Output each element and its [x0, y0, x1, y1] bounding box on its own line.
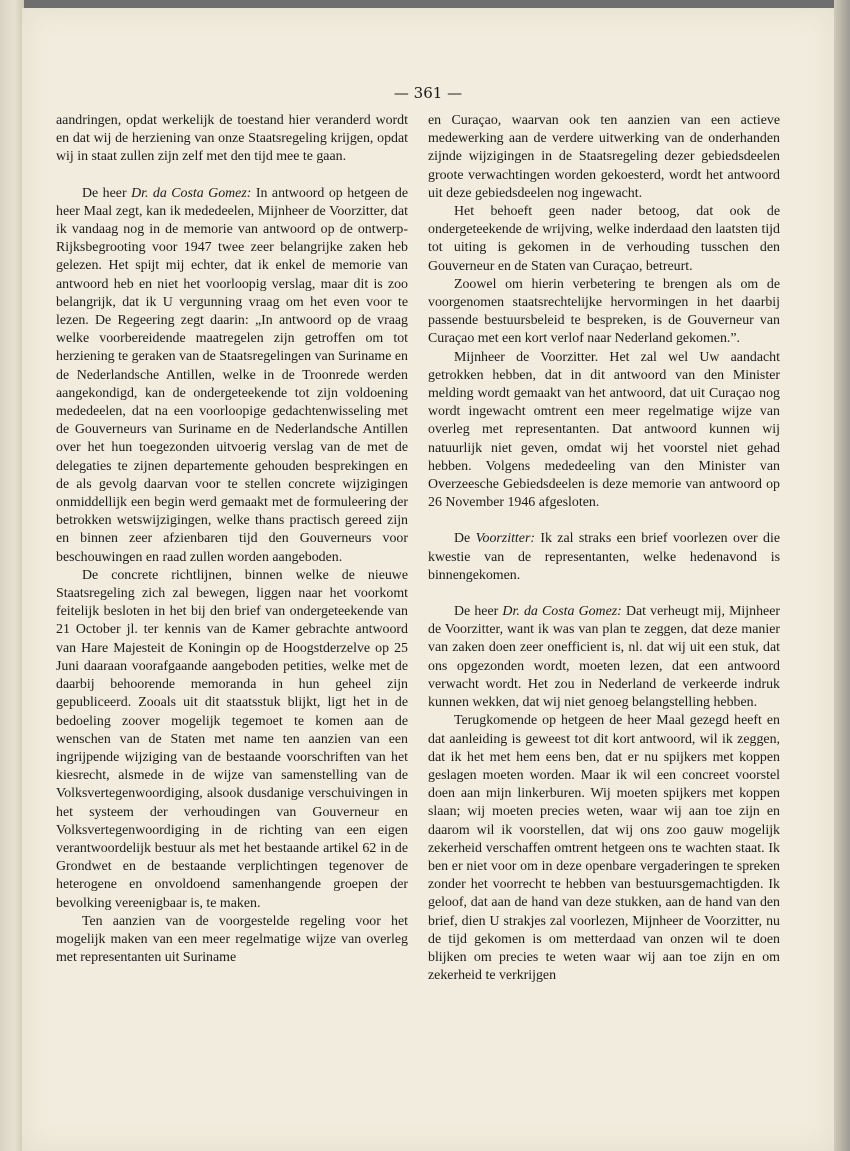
right-column	[428, 112, 780, 985]
paragraph: Het behoeft geen nader betoog, dat ook de ondergeteekende de wrijving, welke inderdaad den laatsten tijd tot uiting is gekomen in de verhouding tusschen den Gouverneur en de Staten van Curaçao, betreurt.	[428, 204, 780, 274]
paragraph: aandringen, opdat werkelijk de toestand hier veranderd wordt en dat wij de herziening van onze Staatsregeling krijgen, opdat wij in staat zullen zijn zelf met den tijd mee te gaan.	[56, 113, 408, 165]
speaker-name: Dr. da Costa Gomez:	[131, 185, 252, 201]
speech-paragraph	[428, 603, 780, 712]
speech-text: Ik zal straks een brief voorlezen over die kwestie van de representanten, welke hedenavond is binnengekomen.	[428, 531, 780, 583]
speech-intro: De heer	[454, 604, 503, 620]
paragraph: Mijnheer de Voorzitter. Het zal wel Uw aandacht getrokken hebben, dat in dit antwoord van den Minister melding wordt gemaakt van het antwoord, dat uit Curaçao nog wordt ingewacht omtrent een meer regelmatige wijze van overleg met representanten. Dat antwoord kunnen wij natuurlijk niet geven, omdat wij het voorstel niet gehad hebben. Volgens mededeeling van den Minister van Overzeesche Gebiedsdeelen is deze memorie van antwoord op 26 November 1946 afgesloten.	[428, 349, 780, 511]
speech-text: In antwoord op hetgeen de heer Maal zegt, kan ik mededeelen, Mijnheer de Voorzitter, dat ik vandaag nog in de memorie van antwoord op de ontwerp-Rijksbegrooting voor 1947 twee zeer belangrijke zaken heb gelezen. Het spijt mij echter, dat ik enkel de memorie van antwoord heb en niet het voorloopig verslag, maar dit is zoo belangrijk, dat ik U vergunning vraag om het even voor te lezen. De Regeering zegt daarin: „In antwoord op de vraag welke voorbereidende maatregelen zijn getroffen om tot herziening te geraken van de Staatsregelingen van Suriname en de Nederlandsche Antillen, welke in de Troonrede werden aangekondigd, kan de ondergeteekende tot zijn voldoening mededeelen, dat na een voorloopige gedachtenwisseling met de Gouverneurs van Suriname en de Nederlandsche Antillen over het hun toegezonden uitvoerig verslag van de met de delegaties te zijnen departemente gehouden besprekingen en de als gevolg daarvan voor te stellen concrete wijzigingen onmiddellijk een begin werd gemaakt met de formuleering der betrokken wetswijzigingen, welke thans practisch gereed zijn en binnen zeer afzienbaren tijd den Gouverneurs voor beschouwingen en raad zullen worden aangeboden.	[56, 185, 409, 565]
speaker-name: Voorzitter:	[475, 531, 535, 547]
speech-paragraph	[56, 185, 408, 567]
paragraph: De concrete richtlijnen, binnen welke de nieuwe Staatsregeling zich zal bewegen, liggen naar het voorkomt feitelijk besloten in het bij den brief van ondergeteekende van 21 October jl. ter kennis van de Kamer gebrachte antwoord van Hare Majesteit de Koningin op de Hoogstderzelve op 25 Juni daaraan voorafgaande aangeboden petities, welke met de daarbij behoorende memoranda in hun geheel zijn gepubliceerd. Zooals uit dit staatsstuk blijkt, ligt het in de bedoeling zoover mogelijk tegemoet te komen aan de wenschen van de Staten met name ten aanzien van een ingrijpende wijziging van de bestaande voorschriften van het kiesrecht, alsmede in de wijze van samenstelling van de Volksvertegenwoordiging, alsook dusdanige verschuivingen in het systeem der verhoudingen van Gouverneur en Volksvertegenwoordiging in de richting van een eigen verantwoordelijk bestuur als met het bestaande artikel 62 in de Grondwet en de bestaande verplichtingen tegenover de heterogene en onvoldoend samenhangende groepen der bevolking vereenigbaar is, te maken.	[56, 567, 408, 911]
speech-text: Dat verheugt mij, Mijnheer de Voorzitter, want ik was van plan te zeggen, dat deze manier van zaken doen zeer onefficient is, nl. dat wij uit een stuk, dat ons opgezonden wordt, moeten lezen, dat een antwoord verwacht wordt. Het zou in Nederland de verkeerde indruk kunnen wekken, dat wij niet genoeg belangstelling hebben.	[428, 604, 780, 711]
speaker-name: Dr. da Costa Gomez:	[502, 604, 622, 620]
previous-page-edge	[0, 0, 24, 1151]
paragraph: Zoowel om hierin verbetering te brengen als om de voorgenomen staatsrechtelijke hervormingen in het daarbij passende bestuursbeleid te bespreken, is de Gouverneur van Curaçao met een kort verlof naar Nederland gekomen.”.	[428, 276, 780, 347]
speech-paragraph	[428, 530, 780, 585]
paragraph: Terugkomende op hetgeen de heer Maal gezegd heeft en dat aanleiding is geweest tot dit kort antwoord, wil ik zeggen, dat ik het met hem eens ben, dat er nu spijkers met koppen geslagen moeten worden. Maar ik wil een concreet voorstel doen aan mijn linkerburen. Wij moeten spijkers met koppen slaan; wij moeten precies weten, waar wij aan toe zijn en daarom wil ik voorstellen, dat wij ons zoo gauw mogelijk zekerheid verschaffen omtrent hetgeen ons te wachten staat. Ik ben er niet voor om in deze openbare vergaderingen te spreken zonder het voorrecht te hebben van bestuursgemachtigden. Ik geloof, dat aan de hand van deze stukken, aan de hand van den brief, dien U strakjes zal voorlezen, Mijnheer de Voorzitter, nu de tijd gekomen is om metterdaad van onzen wil te doen blijken om precies te weten waar wij aan toe zijn en om zekerheid te verkrijgen	[428, 713, 780, 984]
document-page	[22, 8, 834, 1151]
page-edge-shadow	[834, 0, 850, 1151]
left-column	[56, 112, 408, 967]
paragraph: Ten aanzien van de voorgestelde regeling voor het mogelijk maken van een meer regelmatige wijze van overleg met representanten uit Suriname	[56, 913, 408, 966]
paragraph: en Curaçao, waarvan ook ten aanzien van een actieve medewerking aan de verdere uitwerking van de onderhanden zijnde wijzigingen in de Staatsregeling dezer gebiedsdeelen groote verwachtingen worden gekoesterd, wordt het antwoord uit deze gebiedsdeelen nog ingewacht.	[428, 113, 780, 201]
page-number: — 361 —	[393, 84, 463, 102]
speech-intro: De heer	[82, 185, 132, 201]
speech-intro: De	[454, 531, 476, 547]
